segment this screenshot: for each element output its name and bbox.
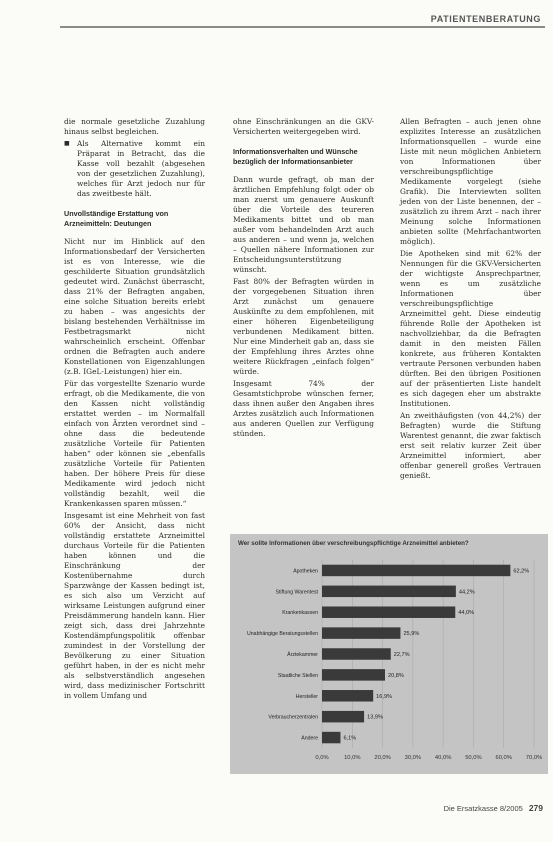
bar [322,690,373,701]
category-label: Staatliche Stellen [277,672,318,679]
data-label: 62,2% [513,568,530,575]
paragraph: An zweithäufigsten (von 44,2%) der Befragten) wurde die Stiftung Warentest genannt, die zwar faktisch erst seit relativ kurzer Zeit über Arzneimittel informiert, aber offenbar generell großes Vertrauen genießt. [400,411,541,480]
bar [322,648,391,659]
data-label: 6,1% [343,735,357,742]
data-label: 20,8% [387,672,404,679]
paragraph: Fast 80% der Befragten würden in der vorgegebenen Situation ihren Arzt zunächst um genauere Auskünfte zu dem empfohlenen, mit einer höheren Eigenbeteiligung verbundenen Medikament bitten. Nur eine Minderheit gab an, dass sie der Empfehlung ihres Arztes ohne weitere Rückfragen „einfach folgen“ würde. [233,277,374,376]
column-2 [233,117,374,441]
data-label: 25,9% [403,631,420,638]
chart-title: Wer sollte Informationen über verschreibungspflichtige Arzneimittel anbieten? [238,540,469,547]
bar [322,586,456,597]
data-label: 44,2% [458,589,475,596]
paragraph: Insgesamt 74% der Gesamtstichprobe wünschen ferner, dass ihnen außer den Angaben ihres Arztes zusätzlich auch Informationen aus anderen Quellen zur Verfügung stünden. [233,379,374,438]
bar [322,732,340,743]
x-tick-label: 40,0% [434,755,452,761]
paragraph: Die Apotheken sind mit 62% der Nennungen für die GKV-Versicherten der wichtigste Ansprechpartner, wenn es um zusätzliche Informationen über verschreibungspflichtige Arzneimittel geht. Diese eindeutig führende Rolle der Apotheken ist nachvollziehbar, da die Befragten damit in den meisten Fällen konkrete, aus früheren Kontakten vertraute Personen verbunden haben dürften. Bei den übrigen Positionen auf der präsentierten Liste handelt es sich dagegen eher um abstrakte Institutionen. [400,249,541,408]
paragraph: Nicht nur im Hinblick auf den Informationsbedarf der Versicherten ist es von Interesse, wie die geschilderte Situation grundsätzlich gedeutet wird. Zunächst überrascht, dass 21% der Befragten angaben, eine solche Situation bereits erlebt zu haben – was angesichts der bislang bestehenden Verhältnisse im Festbetragsmarkt nicht wahrscheinlich erscheint. Offenbar ordnen die Befragten auch andere Konstellationen von Eigenzahlungen (z.B. IGeL-Leistungen) hier ein. [64,237,205,376]
paragraph: Dann wurde gefragt, ob man der ärztlichen Empfehlung folgt oder ob man zuerst um genauere Auskunft über die Vorteile des teureren Medikaments bittet und ob man außer vom behandelnden Arzt auch aus anderen – und wenn ja, welchen – Quellen nähere Informationen zur Entscheidungsunterstützung wünscht. [233,175,374,274]
category-label: Hersteller [295,693,318,700]
paragraph: Allen Befragten – auch jenen ohne explizites Interesse an zusätzlichen Informationsquellen – wurde eine Liste mit neun möglichen Anbietern von Informationen über verschreibungspflichtige Medikamente vorgelegt (siehe Grafik). Die Interviewten sollten jeden von der Liste benennen, der – zusätzlich zu ihrem Arzt – nach ihrer Meinung solche Informationen anbieten sollte (Mehrfachantworten möglich). [400,117,541,246]
category-label: Krankenkassen [282,610,318,617]
x-tick-label: 50,0% [465,755,482,761]
data-label: 22,7% [393,652,410,658]
x-tick-label: 30,0% [404,755,422,761]
running-header: PATIENTENBERATUNG [430,14,541,24]
category-label: Verbraucherzentralen [268,714,318,721]
chart-svg [230,534,548,774]
column-1 [64,117,205,703]
data-label: 44,0% [458,610,475,617]
x-tick-label: 70,0% [525,755,543,761]
bar [322,627,400,638]
data-label: 16,9% [376,693,393,700]
x-tick-label: 20,0% [374,755,391,761]
bullet-item: ■ Als Alternative kommt ein Präparat in Betracht, das die Kasse voll bezahlt (abgesehen von der gesetzlichen Zuzahlung), welches für Arzt jedoch nur für das zweitbeste hält. [64,139,205,199]
section-heading: Unvollständige Erstattung von Arzneimitteln: Deutungen [64,209,169,228]
category-label: Apotheken [293,568,318,575]
journal-name: Die Ersatzkasse 8/2005 [443,804,523,813]
header-rule [60,26,545,28]
paragraph: Für das vorgestellte Szenario wurde erfragt, ob die Medikamente, die von den Kassen nicht vollständig erstattet werden – im Normalfall einfach von Ärzten verordnet sind – ohne dass die bedeutende zusätzliche Vorteile für Patienten haben“ oder können sie „ebenfalls zusätzliche Vorteile für Patienten haben. Der höhere Preis für diese Medikamente wird jedoch nicht vollständig bezahlt, weil die Krankenkassen sparen müssen.“ [64,379,205,508]
data-label: 13,9% [367,714,383,721]
section-heading: Informationsverhalten und Wünsche bezüglich der Informationsanbieter [233,147,358,166]
category-label: Stiftung Warentest [275,589,318,596]
category-label: Andere [301,735,318,742]
x-tick-label: 60,0% [495,755,512,761]
column-3 [400,117,541,483]
bar [322,606,455,617]
x-tick-label: 10,0% [344,755,361,761]
x-tick-label: 0,0% [315,755,329,761]
bar [322,711,364,722]
page-footer [444,803,543,813]
bar-chart [230,534,548,774]
bar [322,669,385,680]
paragraph: ohne Einschränkungen an die GKV-Versicherten weitergegeben wird. [233,117,374,136]
paragraph: Insgesamt ist eine Mehrheit von fast 60% der Ansicht, dass nicht vollständig erstattete Arzneimittel durchaus Vorteile für die Patienten haben können und die Einschränkung der Kostenübernahme durch Sparzwänge der Kassen bedingt ist, es sich also um Verzicht auf wirksame Leistungen aufgrund einer Preisdämmerung handeln kann. Hier zeigt sich, dass drei Jahrzehnte Kostendämpfungspolitik offenbar zumindest in der Vorstellung der Bevölkerung zu einer Situation geführt haben, in der es nicht mehr als selbstverständlich angesehen wird, dass medizinischer Fortschritt in vollem Umfang und [64,511,205,700]
category-label: Ärztekammer [287,652,318,658]
paragraph: die normale gesetzliche Zuzahlung hinaus selbst begleichen. [64,117,205,136]
page-number: 279 [528,803,543,813]
category-label: Unabhängige Beratungsstellen [247,631,318,638]
bar [322,565,510,576]
